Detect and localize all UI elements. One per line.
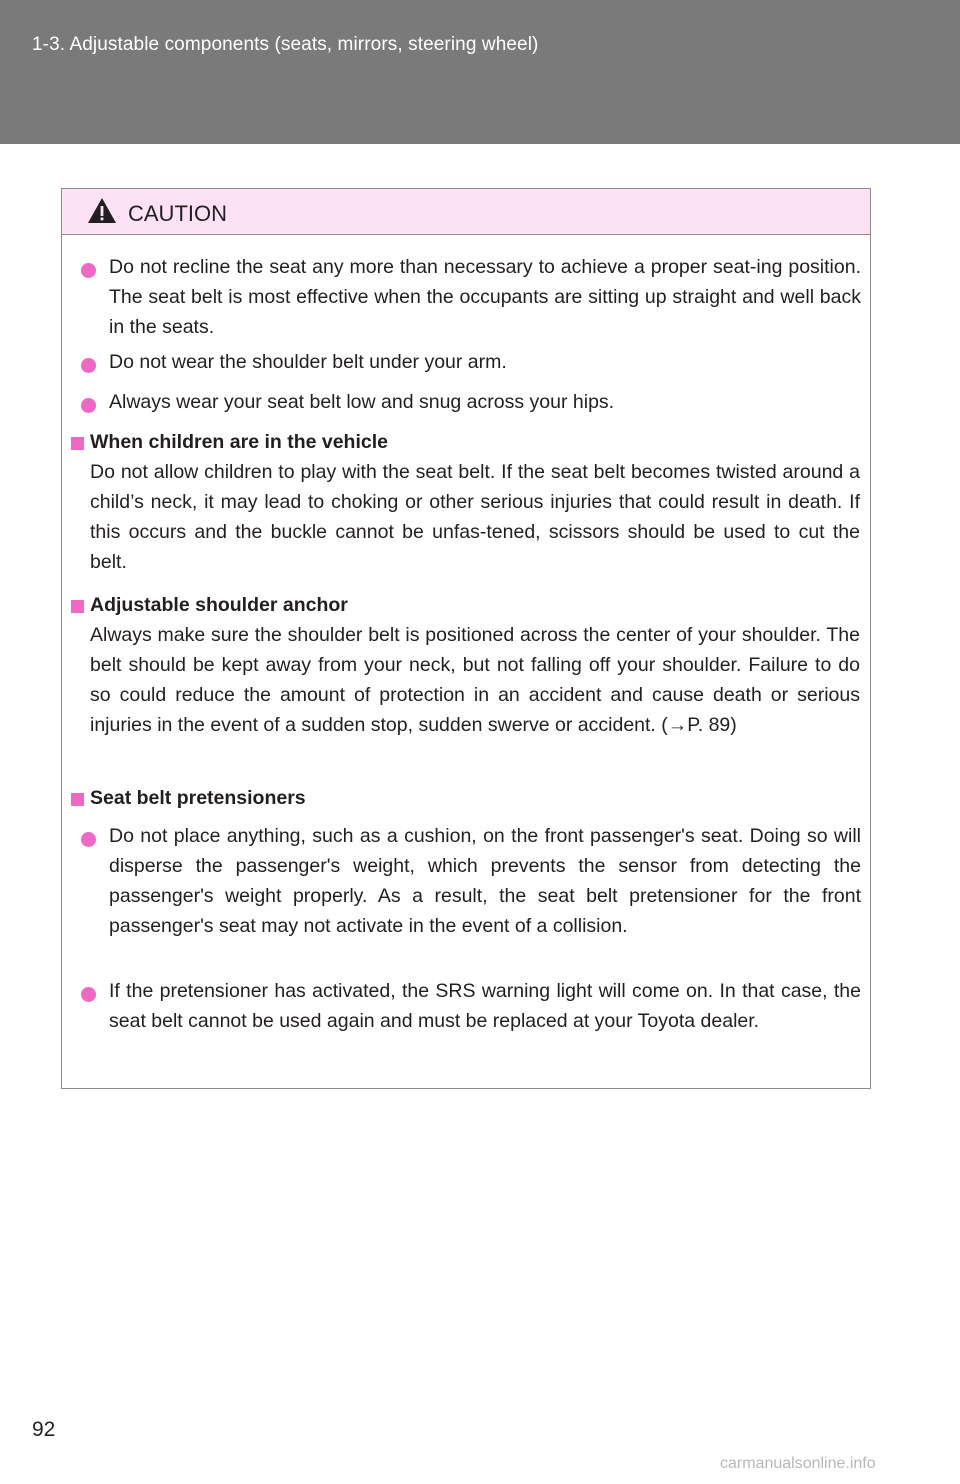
section-heading: When children are in the vehicle [90,431,388,453]
caution-header [62,189,870,235]
page-number: 92 [32,1418,56,1441]
section-marker [71,793,84,806]
bullet-text: Do not place anything, such as a cushion, on the front passenger's seat. Doing so will disperse the passenger's weight, which prevents the sensor from detecting the passenger's weight properly. As a result, the seat belt pretensioner for the front passenger's seat may not activate in the event of a collision. [109,825,861,937]
section-marker [71,437,84,450]
bullet-text: Always wear your seat belt low and snug across your hips. [109,391,615,413]
bullet-dot [81,987,96,1002]
section-marker [71,600,84,613]
section-heading: Seat belt pretensioners [90,787,306,809]
bullet-text: Do not recline the seat any more than necessary to achieve a proper seat-ing position. The seat belt is most effective when the occupants are sitting up straight and well back in the seats. [109,256,861,338]
bullet-text: Do not wear the shoulder belt under your arm. [109,351,507,373]
section-title: 1-3. Adjustable components (seats, mirrors, steering wheel) [32,34,539,55]
bullet-dot [81,832,96,847]
bullet-text: If the pretensioner has activated, the SRS warning light will come on. In that case, the seat belt cannot be used again and must be replaced at your Toyota dealer. [109,980,861,1032]
bullet-dot [81,358,96,373]
warning-triangle-icon [87,197,117,224]
section-text: Do not allow children to play with the seat belt. If the seat belt becomes twisted around a child’s neck, it may lead to choking or other serious injuries that could result in death. If this occurs and the buckle cannot be unfas-tened, scissors should be used to cut the belt. [90,461,860,573]
section-text: Always make sure the shoulder belt is positioned across the center of your shoulder. The belt should be kept away from your neck, but not falling off your shoulder. Failure to do so could reduce the amount of protection in an accident and cause death or serious injuries in the event of a sudden stop, sudden swerve or accident. (→P. 89) [90,624,860,736]
bullet-dot [81,263,96,278]
page-header [0,0,960,144]
caution-box [61,188,871,1089]
caution-title: CAUTION [128,201,227,226]
bullet-dot [81,398,96,413]
section-heading: Adjustable shoulder anchor [90,594,348,616]
watermark: carmanualsonline.info [720,1455,876,1472]
